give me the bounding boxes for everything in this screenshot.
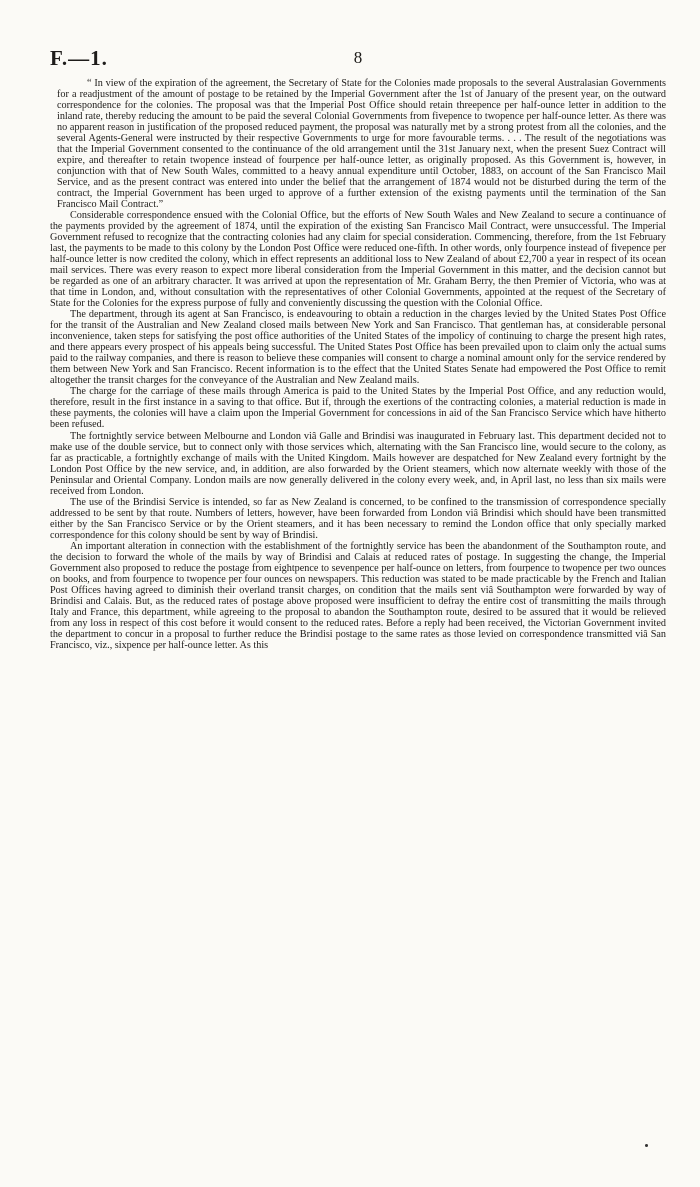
- document-body: [50, 78, 666, 651]
- page-header: [50, 46, 666, 70]
- paragraph-imperial-payment: The charge for the carriage of these mails through America is paid to the United States by the Imperial Post Office, and any reduction would, therefore, result in the first instance in a saving to that office. But if, through the exertions of the contracting colonies, a material reduction is made in these payments, the colonies will have a claim upon the Imperial Government for concessions in aid of the San Francisco Service which have hitherto been refused.: [50, 386, 666, 431]
- paragraph-fortnightly-service: The fortnightly service between Melbourne and London viâ Galle and Brindisi was inaugurated in February last. This department decided not to make use of the double service, but to connect only with those services which, alternating with the San Francisco line, would secure to the colony, as far as practicable, a fortnightly exchange of mails with the United Kingdom. Mails however are despatched for New Zealand every fortnight by the London Post Office by the new service, and, in addition, are also forwarded by the Orient steamers, which now alternate weekly with those of the Peninsular and Oriental Company. London mails are now generally delivered in the colony every week, and, in April last, no less than six mails were received from London.: [50, 430, 666, 497]
- page-number: 8: [353, 48, 363, 67]
- printer-mark: [645, 1144, 648, 1147]
- paragraph-transit-charges: The department, through its agent at San Francisco, is endeavouring to obtain a reduction in the charges levied by the United States Post Office for the transit of the Australian and New Zealand closed mails between New York and San Francisco. That gentleman has, at considerable personal inconvenience, taken steps for satisfying the post office authorities of the United States of the impolicy of continuing to charge the present high rates, and there appears every prospect of his appeals being successful. The United States Post Office has been prevailed upon to claim only the actual sums paid to the railway companies, and there is reason to believe these companies will consent to charge a nominal amount only for the service rendered by them between New York and San Francisco. Recent information is to the effect that the United States Senate had empowered the Post Office to remit altogether the transit charges for the conveyance of the Australian and New Zealand mails.: [50, 309, 666, 387]
- paragraph-brindisi-service: The use of the Brindisi Service is intended, so far as New Zealand is concerned, to be confined to the transmission of correspondence specially addressed to be sent by that route. Numbers of letters, however, have been forwarded from London viâ Brindisi which should have been transmitted either by the San Francisco Service or by the Orient steamers, and it has been necessary to remind the London office that only specially marked correspondence for this colony should be sent by way of Brindisi.: [50, 496, 666, 541]
- paragraph-southampton-route: An important alteration in connection with the establishment of the fortnightly service has been the abandonment of the Southampton route, and the decision to forward the whole of the mails by way of Brindisi and Calais at reduced rates of postage. In suggesting the change, the Imperial Government also proposed to reduce the postage from eightpence to sevenpence per half-ounce on letters, from fourpence to twopence per two ounces on books, and from fourpence to twopence per four ounces on newspapers. This reduction was stated to be made practicable by the French and Italian Post Offices having agreed to diminish their overland transit charges, on condition that the mails sent viâ Southampton were forwarded by way of Brindisi and Calais. But, as the reduced rates of postage above proposed were insufficient to defray the entire cost of transmitting the mails through Italy and France, this department, while agreeing to the proposal to abandon the Southampton route, desired to be assured that it would be relieved from any loss in respect of this cost before it would consent to the reduced rates. Before a reply had been received, the Victorian Government invited the department to concur in a proposal to further reduce the Brindisi postage to the same rates as those levied on correspondence transmitted viâ San Francisco, viz., sixpence per half-ounce letter. As this: [50, 540, 666, 651]
- paragraph-colonial-office: Considerable correspondence ensued with the Colonial Office, but the efforts of New South Wales and New Zealand to secure a continuance of the payments provided by the agreement of 1874, until the expiration of the existing San Francisco Mail Contract, were unsuccessful. The Imperial Government refused to recognize that the contracting colonies had any claim for special consideration. Commencing, therefore, from the 1st February last, the payments to be made to this colony by the London Post Office were reduced one-fifth. In other words, only fourpence instead of fivepence per half-ounce letter is now credited the colony, which in effect represents an additional loss to New Zealand of about £2,700 a year in respect of its ocean mail services. There was every reason to expect more liberal consideration from the Imperial Government in this matter, and the decision cannot but be regarded as one of an arbitrary character. It was arrived at upon the representation of Mr. Graham Berry, the then Premier of Victoria, who was at that time in London, and, without consultation with the representatives of other Colonial Governments, appointed at the request of the Secretary of State for the Colonies for the express purpose of fully and conveniently discussing the question with the Colonial Office.: [50, 210, 666, 310]
- document-code: F.—1.: [50, 46, 108, 70]
- paragraph-quoted-correspondence: “ In view of the expiration of the agreement, the Secretary of State for the Colonies made proposals to the several Australasian Governments for a readjustment of the amount of postage to be retained by the Imperial Government after the 1st of January of the present year, on the outward correspondence for the colonies. The proposal was that the Imperial Post Office should retain threepence per half-ounce letter in addition to the inland rate, thereby reducing the amount to be paid the several Colonial Governments from fivepence to twopence per half-ounce letter. As there was no apparent reason in justification of the proposed reduced payment, the proposal was naturally met by a strong protest from all the colonies, and the several Agents-General were instructed by their respective Governments to urge for more favourable terms. . . . The result of the negotiations was that the Imperial Government consented to the continuance of the old arrangement until the 31st January next, when the present Suez Contract will expire, and thereafter to retain twopence instead of fourpence per half-ounce letter, as originally proposed. As this Government is, however, in conjunction with that of New South Wales, committed to a heavy annual expenditure until October, 1883, on account of the San Francisco Mail Service, and as the present contract was entered into under the belief that the arrangement of 1874 would not be disturbed during the term of the contract, the Imperial Government has been urged to approve of a further extension of the existng payments until the termination of the San Francisco Mail Contract.”: [57, 78, 666, 211]
